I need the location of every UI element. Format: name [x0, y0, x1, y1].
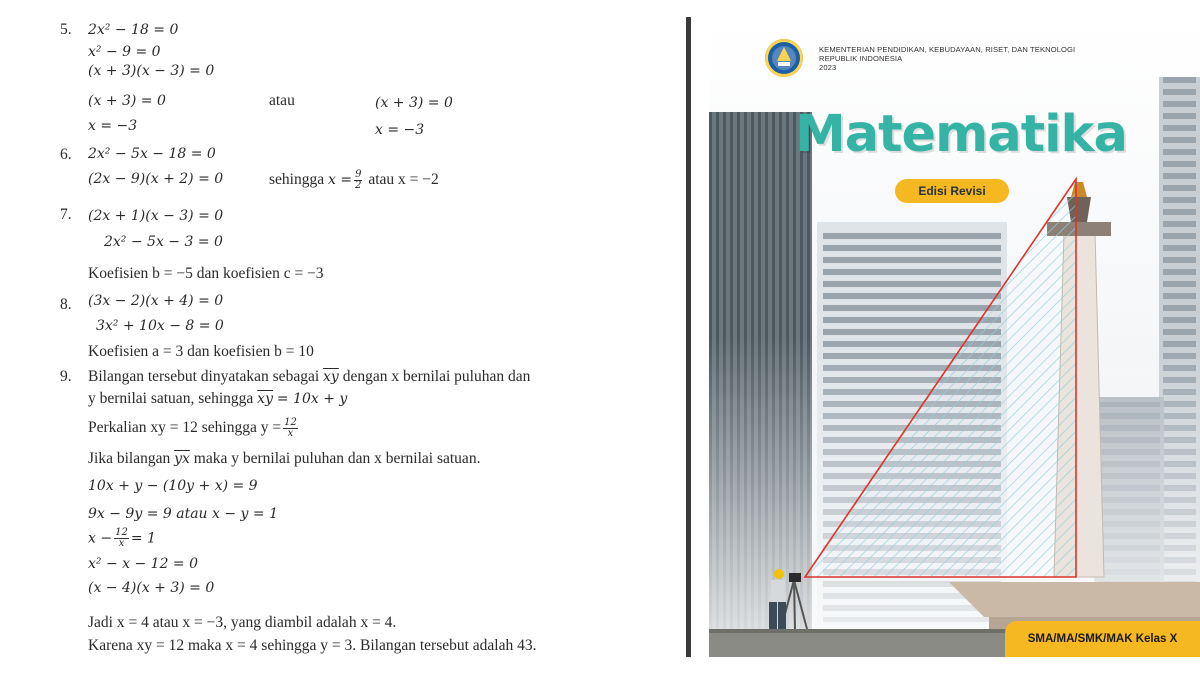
edition-badge: Edisi Revisi: [895, 179, 1009, 203]
country-name: REPUBLIK INDONESIA: [819, 54, 903, 63]
text: Jika bilangan: [88, 450, 171, 467]
item-number-7: 7.: [60, 206, 72, 223]
text: maka y bernilai puluhan dan x bernilai satuan.: [193, 450, 481, 467]
solution-text: [269, 170, 439, 191]
ministry-name: KEMENTERIAN PENDIDIKAN, KEBUDAYAAN, RISET, DAN TEKNOLOGI: [819, 45, 1076, 54]
equation: = 10x + y: [276, 391, 348, 407]
equation: (x + 3) = 0: [375, 95, 453, 111]
tut-wuri-handayani-logo-icon: [765, 39, 803, 77]
paragraph-line: [88, 390, 347, 408]
equation: 2x² − 18 = 0: [88, 22, 179, 38]
text: = 1: [130, 530, 156, 547]
text: sehingga: [269, 171, 325, 189]
fraction: [283, 418, 298, 439]
coefficient-text: Koefisien b = −5 dan koefisien c = −3: [88, 265, 324, 282]
text: dengan x bernilai puluhan dan: [342, 368, 531, 385]
paragraph-line: [88, 450, 480, 468]
conclusion-text: Karena xy = 12 maka x = 4 sehingga y = 3. Bilangan tersebut adalah 43.: [88, 637, 537, 654]
book-title: Matematika: [795, 105, 1127, 164]
item-number-5: 5.: [60, 21, 72, 38]
text: Bilangan tersebut dinyatakan sebagai: [88, 368, 320, 385]
equation: (3x − 2)(x + 4) = 0: [88, 293, 224, 309]
equation: [88, 528, 156, 549]
numerator: 12: [115, 527, 128, 538]
conclusion-text: Jadi x = 4 atau x = −3, yang diambil adalah x = 4.: [88, 614, 397, 631]
page-divider: [686, 17, 691, 657]
book-cover: [709, 17, 1200, 657]
text: x −: [88, 530, 113, 547]
equation: 9x − 9y = 9 atau x − y = 1: [88, 506, 278, 522]
text: y bernilai satuan, sehingga: [88, 390, 254, 407]
publisher-header: [765, 39, 1185, 79]
numerator: 9: [355, 169, 362, 180]
overline-number: $\overline{yx}$: [174, 451, 190, 467]
overline-number: $\overline{xy}$: [257, 391, 273, 407]
coefficient-text: Koefisien a = 3 dan koefisien b = 10: [88, 343, 314, 360]
equation: (2x − 9)(x + 2) = 0: [88, 171, 224, 187]
equation: 3x² + 10x − 8 = 0: [96, 318, 224, 334]
text: Perkalian xy = 12 sehingga y =: [88, 419, 282, 437]
denominator: x: [287, 428, 294, 439]
equation: (x + 3)(x − 3) = 0: [88, 63, 215, 79]
denominator: 2: [355, 180, 362, 191]
conjunction-text: atau: [269, 92, 295, 109]
fraction: [114, 528, 129, 549]
paragraph-line: [88, 368, 530, 386]
publication-year: 2023: [819, 63, 837, 72]
overline-number: $\overline{xy}$: [323, 369, 339, 385]
item-number-8: 8.: [60, 296, 72, 313]
equation: x =: [327, 172, 353, 189]
equation: (2x + 1)(x − 3) = 0: [88, 208, 224, 224]
equation: (x − 4)(x + 3) = 0: [88, 580, 215, 596]
item-number-6: 6.: [60, 146, 72, 163]
denominator: x: [118, 538, 125, 549]
equation: 2x² − 5x − 18 = 0: [88, 146, 216, 162]
equation: 10x + y − (10y + x) = 9: [88, 478, 258, 494]
equation: x = −3: [88, 118, 138, 134]
equation: 2x² − 5x − 3 = 0: [104, 234, 223, 250]
equation: (x + 3) = 0: [88, 93, 166, 109]
fraction: [354, 170, 362, 191]
grade-level-label: SMA/MA/SMK/MAK Kelas X: [1005, 621, 1200, 657]
numerator: 12: [284, 417, 297, 428]
item-number-9: 9.: [60, 368, 72, 385]
equation: x² − 9 = 0: [88, 44, 161, 60]
text: atau x = −2: [368, 171, 439, 189]
equation: x² − x − 12 = 0: [88, 556, 199, 572]
paragraph-line: [88, 418, 300, 439]
equation: x = −3: [375, 122, 425, 138]
